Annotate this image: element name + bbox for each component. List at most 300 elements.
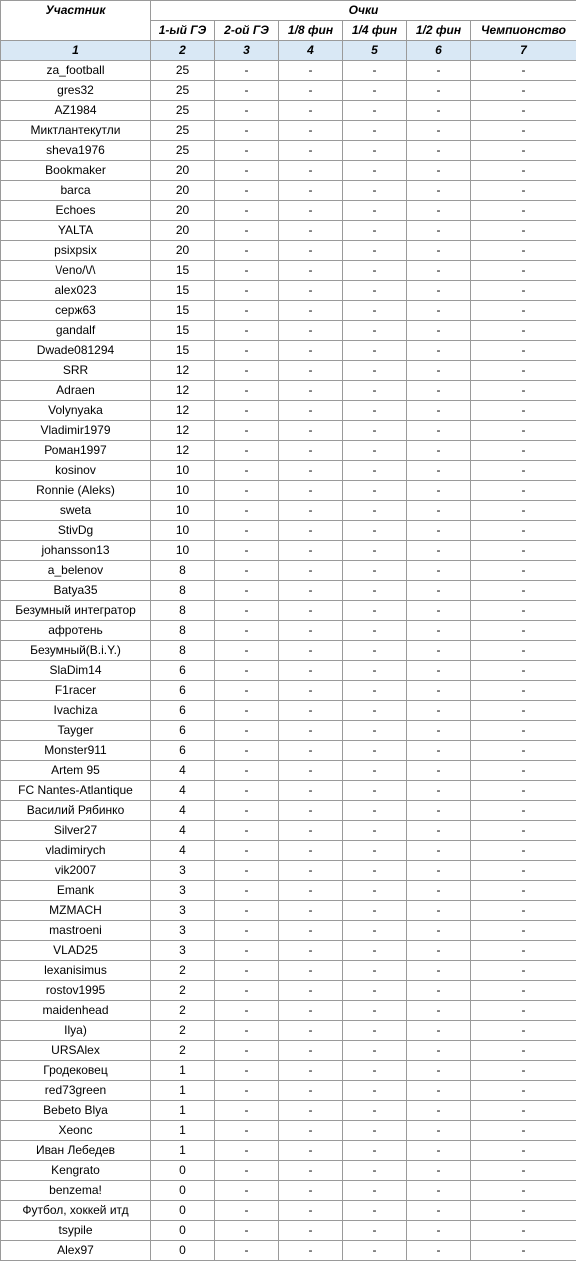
empty-score-cell: - (407, 1161, 471, 1181)
empty-score-cell: - (279, 981, 343, 1001)
empty-score-cell: - (279, 241, 343, 261)
empty-score-cell: - (343, 281, 407, 301)
empty-score-cell: - (343, 221, 407, 241)
participant-name: Роман1997 (1, 441, 151, 461)
empty-score-cell: - (343, 1001, 407, 1021)
participant-name: kosinov (1, 461, 151, 481)
participant-name: Emank (1, 881, 151, 901)
table-row (1, 201, 576, 221)
empty-score-cell: - (471, 421, 576, 441)
empty-score-cell: - (407, 1181, 471, 1201)
table-row (1, 261, 576, 281)
participant-name: Tayger (1, 721, 151, 741)
empty-score-cell: - (343, 1081, 407, 1101)
empty-score-cell: - (471, 301, 576, 321)
empty-score-cell: - (215, 561, 279, 581)
empty-score-cell: - (407, 601, 471, 621)
empty-score-cell: - (407, 121, 471, 141)
empty-score-cell: - (407, 621, 471, 641)
empty-score-cell: - (407, 921, 471, 941)
table-row (1, 881, 576, 901)
empty-score-cell: - (215, 1221, 279, 1241)
column-number: 3 (215, 41, 279, 61)
column-number: 1 (1, 41, 151, 61)
empty-score-cell: - (407, 941, 471, 961)
empty-score-cell: - (471, 1241, 576, 1261)
score-stage-1: 15 (151, 341, 215, 361)
participant-name: AZ1984 (1, 101, 151, 121)
empty-score-cell: - (279, 581, 343, 601)
points-header: Очки (151, 1, 576, 21)
empty-score-cell: - (471, 1221, 576, 1241)
empty-score-cell: - (471, 1081, 576, 1101)
participant-name: lexanisimus (1, 961, 151, 981)
empty-score-cell: - (471, 101, 576, 121)
empty-score-cell: - (343, 901, 407, 921)
empty-score-cell: - (279, 861, 343, 881)
score-stage-1: 15 (151, 261, 215, 281)
score-stage-1: 6 (151, 721, 215, 741)
table-row (1, 921, 576, 941)
score-stage-1: 2 (151, 981, 215, 1001)
empty-score-cell: - (471, 761, 576, 781)
empty-score-cell: - (279, 1221, 343, 1241)
empty-score-cell: - (279, 541, 343, 561)
empty-score-cell: - (279, 1121, 343, 1141)
empty-score-cell: - (471, 81, 576, 101)
empty-score-cell: - (407, 1021, 471, 1041)
empty-score-cell: - (471, 321, 576, 341)
empty-score-cell: - (407, 901, 471, 921)
empty-score-cell: - (407, 781, 471, 801)
participant-name: Dwade081294 (1, 341, 151, 361)
empty-score-cell: - (471, 741, 576, 761)
empty-score-cell: - (279, 421, 343, 441)
empty-score-cell: - (407, 741, 471, 761)
empty-score-cell: - (407, 1101, 471, 1121)
table-row (1, 381, 576, 401)
empty-score-cell: - (215, 1241, 279, 1261)
score-stage-1: 3 (151, 881, 215, 901)
table-row (1, 1001, 576, 1021)
empty-score-cell: - (343, 561, 407, 581)
score-stage-1: 15 (151, 321, 215, 341)
empty-score-cell: - (407, 1121, 471, 1141)
score-stage-1: 20 (151, 221, 215, 241)
score-stage-1: 20 (151, 241, 215, 261)
empty-score-cell: - (279, 101, 343, 121)
empty-score-cell: - (471, 701, 576, 721)
score-stage-1: 1 (151, 1061, 215, 1081)
table-row (1, 661, 576, 681)
empty-score-cell: - (471, 881, 576, 901)
empty-score-cell: - (215, 361, 279, 381)
empty-score-cell: - (279, 1061, 343, 1081)
empty-score-cell: - (343, 981, 407, 1001)
score-stage-1: 0 (151, 1181, 215, 1201)
empty-score-cell: - (215, 1181, 279, 1201)
empty-score-cell: - (279, 121, 343, 141)
empty-score-cell: - (279, 141, 343, 161)
empty-score-cell: - (407, 141, 471, 161)
score-stage-1: 3 (151, 921, 215, 941)
participant-name: sweta (1, 501, 151, 521)
empty-score-cell: - (407, 661, 471, 681)
score-stage-1: 6 (151, 661, 215, 681)
empty-score-cell: - (407, 1061, 471, 1081)
score-stage-1: 2 (151, 1041, 215, 1061)
empty-score-cell: - (471, 401, 576, 421)
empty-score-cell: - (407, 421, 471, 441)
empty-score-cell: - (215, 401, 279, 421)
empty-score-cell: - (279, 721, 343, 741)
empty-score-cell: - (471, 281, 576, 301)
table-row (1, 741, 576, 761)
empty-score-cell: - (343, 441, 407, 461)
table-row (1, 241, 576, 261)
participant-name: Безумный(B.i.Y.) (1, 641, 151, 661)
empty-score-cell: - (407, 881, 471, 901)
column-number: 7 (471, 41, 576, 61)
table-row (1, 761, 576, 781)
table-row (1, 561, 576, 581)
empty-score-cell: - (215, 681, 279, 701)
empty-score-cell: - (471, 921, 576, 941)
table-row (1, 141, 576, 161)
empty-score-cell: - (343, 1041, 407, 1061)
score-stage-1: 10 (151, 481, 215, 501)
participant-name: red73green (1, 1081, 151, 1101)
empty-score-cell: - (471, 561, 576, 581)
empty-score-cell: - (407, 341, 471, 361)
empty-score-cell: - (215, 861, 279, 881)
participant-name: афротень (1, 621, 151, 641)
score-stage-1: 0 (151, 1241, 215, 1261)
empty-score-cell: - (343, 881, 407, 901)
empty-score-cell: - (471, 501, 576, 521)
empty-score-cell: - (407, 401, 471, 421)
column-number-row (1, 41, 576, 61)
table-row (1, 1161, 576, 1181)
empty-score-cell: - (215, 581, 279, 601)
empty-score-cell: - (471, 641, 576, 661)
empty-score-cell: - (279, 661, 343, 681)
empty-score-cell: - (471, 381, 576, 401)
empty-score-cell: - (279, 461, 343, 481)
empty-score-cell: - (407, 501, 471, 521)
header-row-1 (1, 1, 576, 21)
empty-score-cell: - (279, 201, 343, 221)
empty-score-cell: - (279, 1241, 343, 1261)
participant-name: Ivachiza (1, 701, 151, 721)
score-stage-1: 6 (151, 681, 215, 701)
table-row (1, 961, 576, 981)
empty-score-cell: - (471, 61, 576, 81)
score-stage-1: 4 (151, 781, 215, 801)
score-stage-1: 2 (151, 1021, 215, 1041)
empty-score-cell: - (343, 1101, 407, 1121)
column-number: 5 (343, 41, 407, 61)
empty-score-cell: - (279, 961, 343, 981)
table-row (1, 721, 576, 741)
empty-score-cell: - (471, 801, 576, 821)
table-row (1, 81, 576, 101)
empty-score-cell: - (471, 341, 576, 361)
empty-score-cell: - (407, 1201, 471, 1221)
empty-score-cell: - (471, 241, 576, 261)
empty-score-cell: - (471, 941, 576, 961)
participant-name: YALTA (1, 221, 151, 241)
empty-score-cell: - (343, 161, 407, 181)
empty-score-cell: - (215, 61, 279, 81)
table-row (1, 121, 576, 141)
table-row (1, 901, 576, 921)
empty-score-cell: - (407, 481, 471, 501)
empty-score-cell: - (215, 541, 279, 561)
participant-name: Volynyaka (1, 401, 151, 421)
participant-name: Artem 95 (1, 761, 151, 781)
table-row (1, 341, 576, 361)
table-row (1, 1141, 576, 1161)
stage-header: Чемпионство (471, 21, 576, 41)
empty-score-cell: - (215, 941, 279, 961)
empty-score-cell: - (215, 261, 279, 281)
column-number: 6 (407, 41, 471, 61)
empty-score-cell: - (279, 921, 343, 941)
empty-score-cell: - (215, 641, 279, 661)
empty-score-cell: - (279, 1021, 343, 1041)
empty-score-cell: - (279, 601, 343, 621)
empty-score-cell: - (279, 441, 343, 461)
empty-score-cell: - (279, 341, 343, 361)
score-stage-1: 15 (151, 281, 215, 301)
empty-score-cell: - (279, 161, 343, 181)
score-stage-1: 8 (151, 581, 215, 601)
participant-name: F1racer (1, 681, 151, 701)
empty-score-cell: - (407, 321, 471, 341)
empty-score-cell: - (215, 661, 279, 681)
score-stage-1: 3 (151, 941, 215, 961)
score-stage-1: 25 (151, 81, 215, 101)
participant-name: VLAD25 (1, 941, 151, 961)
empty-score-cell: - (343, 1201, 407, 1221)
table-row (1, 861, 576, 881)
score-stage-1: 4 (151, 841, 215, 861)
empty-score-cell: - (407, 441, 471, 461)
participant-name: StivDg (1, 521, 151, 541)
empty-score-cell: - (343, 1241, 407, 1261)
participant-name: Echoes (1, 201, 151, 221)
empty-score-cell: - (343, 381, 407, 401)
empty-score-cell: - (471, 681, 576, 701)
empty-score-cell: - (343, 101, 407, 121)
empty-score-cell: - (407, 981, 471, 1001)
empty-score-cell: - (215, 721, 279, 741)
column-number: 2 (151, 41, 215, 61)
score-stage-1: 2 (151, 961, 215, 981)
empty-score-cell: - (343, 661, 407, 681)
participant-name: Kengrato (1, 1161, 151, 1181)
table-row (1, 941, 576, 961)
empty-score-cell: - (343, 1121, 407, 1141)
participant-name: Vladimir1979 (1, 421, 151, 441)
table-row (1, 1221, 576, 1241)
empty-score-cell: - (471, 161, 576, 181)
empty-score-cell: - (215, 241, 279, 261)
score-stage-1: 12 (151, 361, 215, 381)
table-row (1, 781, 576, 801)
score-stage-1: 1 (151, 1101, 215, 1121)
table-row (1, 221, 576, 241)
table-row (1, 101, 576, 121)
empty-score-cell: - (343, 481, 407, 501)
participant-name: barca (1, 181, 151, 201)
score-stage-1: 12 (151, 401, 215, 421)
empty-score-cell: - (279, 901, 343, 921)
score-stage-1: 15 (151, 301, 215, 321)
empty-score-cell: - (343, 621, 407, 641)
empty-score-cell: - (215, 1041, 279, 1061)
score-stage-1: 1 (151, 1121, 215, 1141)
empty-score-cell: - (343, 1161, 407, 1181)
empty-score-cell: - (407, 101, 471, 121)
table-row (1, 801, 576, 821)
empty-score-cell: - (407, 561, 471, 581)
score-stage-1: 3 (151, 901, 215, 921)
table-row (1, 841, 576, 861)
empty-score-cell: - (407, 281, 471, 301)
empty-score-cell: - (343, 261, 407, 281)
empty-score-cell: - (279, 841, 343, 861)
empty-score-cell: - (471, 221, 576, 241)
participant-name: Ilya) (1, 1021, 151, 1041)
empty-score-cell: - (279, 1001, 343, 1021)
empty-score-cell: - (215, 441, 279, 461)
empty-score-cell: - (471, 1041, 576, 1061)
score-stage-1: 4 (151, 761, 215, 781)
table-row (1, 1241, 576, 1261)
participant-name: FC Nantes-Atlantique (1, 781, 151, 801)
table-row (1, 281, 576, 301)
empty-score-cell: - (407, 1041, 471, 1061)
score-stage-1: 8 (151, 621, 215, 641)
score-stage-1: 8 (151, 641, 215, 661)
participant-name: maidenhead (1, 1001, 151, 1021)
empty-score-cell: - (343, 1221, 407, 1241)
empty-score-cell: - (407, 801, 471, 821)
table-row (1, 581, 576, 601)
table-row (1, 1181, 576, 1201)
empty-score-cell: - (471, 361, 576, 381)
empty-score-cell: - (471, 981, 576, 1001)
empty-score-cell: - (471, 581, 576, 601)
score-stage-1: 12 (151, 421, 215, 441)
participant-name: alex023 (1, 281, 151, 301)
empty-score-cell: - (343, 181, 407, 201)
score-stage-1: 8 (151, 561, 215, 581)
empty-score-cell: - (215, 281, 279, 301)
table-row (1, 181, 576, 201)
empty-score-cell: - (471, 141, 576, 161)
empty-score-cell: - (407, 721, 471, 741)
score-stage-1: 25 (151, 61, 215, 81)
score-stage-1: 8 (151, 601, 215, 621)
empty-score-cell: - (407, 861, 471, 881)
empty-score-cell: - (407, 221, 471, 241)
empty-score-cell: - (343, 961, 407, 981)
empty-score-cell: - (279, 1161, 343, 1181)
participant-name: Monster911 (1, 741, 151, 761)
empty-score-cell: - (471, 121, 576, 141)
participant-name: gres32 (1, 81, 151, 101)
empty-score-cell: - (471, 1001, 576, 1021)
table-row (1, 521, 576, 541)
table-row (1, 321, 576, 341)
empty-score-cell: - (471, 1101, 576, 1121)
table-row (1, 1021, 576, 1041)
empty-score-cell: - (471, 1201, 576, 1221)
empty-score-cell: - (215, 1101, 279, 1121)
empty-score-cell: - (407, 181, 471, 201)
participant-name: Василий Рябинко (1, 801, 151, 821)
stage-header: 2-ой ГЭ (215, 21, 279, 41)
participant-name: Гродековец (1, 1061, 151, 1081)
empty-score-cell: - (343, 521, 407, 541)
empty-score-cell: - (343, 681, 407, 701)
participant-name: Миктлантекутли (1, 121, 151, 141)
score-stage-1: 20 (151, 181, 215, 201)
empty-score-cell: - (471, 521, 576, 541)
participant-name: mastroeni (1, 921, 151, 941)
empty-score-cell: - (215, 821, 279, 841)
table-row (1, 301, 576, 321)
empty-score-cell: - (471, 201, 576, 221)
empty-score-cell: - (279, 781, 343, 801)
participant-name: Batya35 (1, 581, 151, 601)
empty-score-cell: - (343, 501, 407, 521)
empty-score-cell: - (471, 1141, 576, 1161)
score-stage-1: 10 (151, 501, 215, 521)
empty-score-cell: - (215, 881, 279, 901)
empty-score-cell: - (215, 381, 279, 401)
column-number: 4 (279, 41, 343, 61)
empty-score-cell: - (279, 301, 343, 321)
table-row (1, 1121, 576, 1141)
empty-score-cell: - (279, 361, 343, 381)
participant-name: Иван Лебедев (1, 1141, 151, 1161)
empty-score-cell: - (471, 461, 576, 481)
table-row (1, 481, 576, 501)
empty-score-cell: - (343, 81, 407, 101)
empty-score-cell: - (215, 1141, 279, 1161)
empty-score-cell: - (279, 641, 343, 661)
empty-score-cell: - (279, 801, 343, 821)
table-row (1, 1101, 576, 1121)
empty-score-cell: - (279, 561, 343, 581)
empty-score-cell: - (471, 181, 576, 201)
empty-score-cell: - (215, 1081, 279, 1101)
empty-score-cell: - (407, 541, 471, 561)
empty-score-cell: - (215, 121, 279, 141)
empty-score-cell: - (407, 1081, 471, 1101)
empty-score-cell: - (343, 341, 407, 361)
empty-score-cell: - (215, 341, 279, 361)
empty-score-cell: - (471, 481, 576, 501)
score-stage-1: 10 (151, 461, 215, 481)
empty-score-cell: - (471, 1181, 576, 1201)
empty-score-cell: - (215, 221, 279, 241)
empty-score-cell: - (407, 361, 471, 381)
